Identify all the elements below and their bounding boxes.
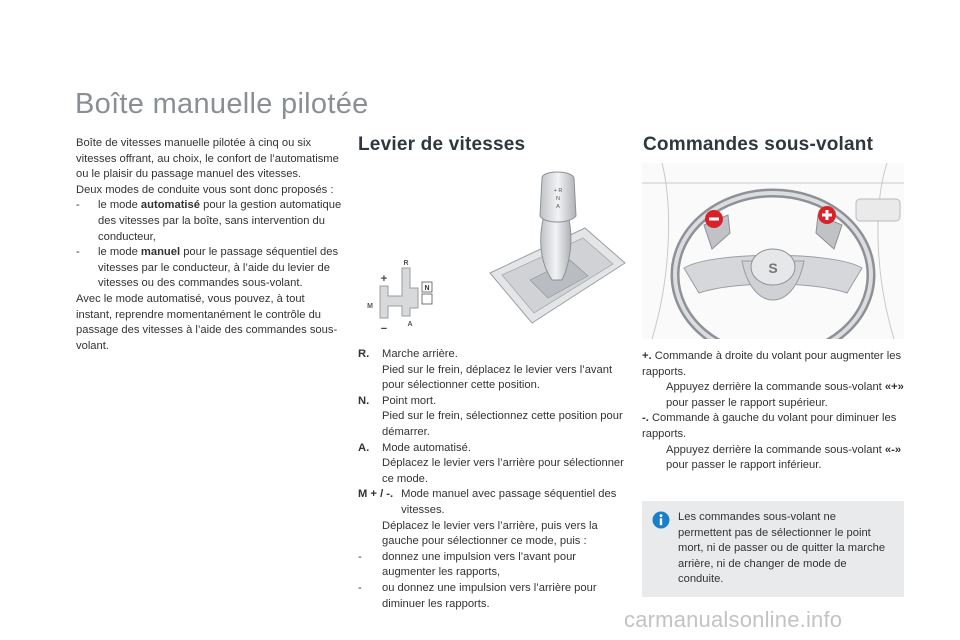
levier-text bbox=[358, 347, 628, 612]
step-r bbox=[358, 363, 628, 394]
bullet-marker: - bbox=[358, 581, 362, 594]
gate-wheel-icon bbox=[422, 294, 432, 304]
bullet-text: pour le passage séquentiel des vitesses par le conducteur, à l’aide du levier de vitesses ou des commandes sous-volant. bbox=[98, 246, 339, 290]
gate-label-minus: − bbox=[380, 323, 388, 335]
item-key: +. bbox=[642, 350, 652, 362]
step-text: pour passer le rapport supérieur. bbox=[666, 396, 828, 409]
bullet-bold-text: manuel bbox=[140, 246, 181, 259]
intro-text bbox=[76, 136, 342, 354]
gate-label-r: R bbox=[403, 260, 409, 267]
step-n bbox=[358, 409, 628, 440]
step-m bbox=[358, 519, 628, 550]
page-title: Boîte manuelle pilotée bbox=[75, 88, 369, 120]
step-marker-icon bbox=[642, 380, 666, 411]
item-text: Marche arrière. bbox=[382, 348, 458, 360]
svg-text:N: N bbox=[556, 196, 560, 202]
bullet-bold-text: automatisé bbox=[140, 199, 200, 212]
step-text: Déplacez le levier vers l’arrière pour sélectionner ce mode. bbox=[382, 457, 624, 485]
intro-paragraph-1: Boîte de vitesses manuelle pilotée à cinq ou six vitesses offrant, au choix, le confort de l’automatisme ou le plaisir du passage manuel des vitesses. bbox=[76, 137, 339, 181]
sub-item-up bbox=[358, 550, 628, 581]
bullet-marker: - bbox=[358, 550, 362, 563]
step-marker-icon bbox=[358, 456, 382, 487]
item-text: Commande à droite du volant pour augmenter les rapports. bbox=[642, 350, 902, 378]
watermark: carmanualsonline.info bbox=[624, 607, 843, 632]
bullet-text: le mode bbox=[98, 246, 141, 259]
sub-item-text: donnez une impulsion vers l’avant pour augmenter les rapports, bbox=[382, 550, 577, 579]
svg-text:A: A bbox=[556, 204, 560, 210]
intro-bullet-manuel bbox=[76, 245, 342, 292]
svg-text:S: S bbox=[768, 260, 778, 276]
step-minus bbox=[642, 443, 908, 474]
info-text: Les commandes sous-volant ne permettent pas de sélectionner le point mort, ni de passer ou de quitter la marche arrière, ni de changer de mode de conduite. bbox=[678, 511, 886, 586]
commandes-text bbox=[642, 349, 908, 474]
gear-gate-diagram bbox=[358, 256, 448, 336]
step-bold-text: «+» bbox=[884, 381, 904, 394]
item-r bbox=[358, 347, 628, 363]
step-text: Pied sur le frein, déplacez le levier vers l’avant pour sélectionner cette position. bbox=[382, 363, 613, 392]
step-marker-icon bbox=[358, 519, 382, 550]
item-minus bbox=[642, 411, 908, 442]
step-text: Appuyez derrière la commande sous-volant bbox=[666, 381, 885, 394]
steering-wheel-illustration bbox=[642, 163, 904, 339]
item-n bbox=[358, 394, 628, 410]
intro-paragraph-3: Avec le mode automatisé, vous pouvez, à tout instant, reprendre momentanément le contrôle du passage des vitesses à l’aide des commandes sous-volant. bbox=[76, 292, 338, 352]
gate-label-a: A bbox=[407, 321, 413, 328]
bullet-marker: - bbox=[76, 246, 80, 259]
sub-item-text: ou donnez une impulsion vers l’arrière pour diminuer les rapports. bbox=[382, 581, 597, 610]
intro-bullet-automatise bbox=[76, 198, 342, 245]
section-title-levier: Levier de vitesses bbox=[358, 134, 526, 155]
step-marker-icon bbox=[358, 409, 382, 440]
step-marker-icon bbox=[358, 363, 382, 394]
step-marker-icon bbox=[642, 443, 666, 474]
step-bold-text: «-» bbox=[884, 443, 902, 456]
intro-paragraph-2: Deux modes de conduite vous sont donc proposés : bbox=[76, 183, 334, 196]
gate-label-n: N bbox=[424, 285, 430, 292]
item-key: A. bbox=[358, 441, 370, 454]
step-text: Pied sur le frein, sélectionnez cette position pour démarrer. bbox=[382, 410, 623, 438]
info-icon bbox=[652, 511, 670, 529]
bullet-text: le mode bbox=[98, 199, 141, 212]
svg-text:+ R: + R bbox=[553, 188, 563, 194]
item-text: Commande à gauche du volant pour diminuer les rapports. bbox=[642, 412, 897, 440]
step-a bbox=[358, 456, 628, 487]
gate-label-m: M bbox=[367, 303, 373, 310]
bullet-marker: - bbox=[76, 199, 80, 212]
step-text: Appuyez derrière la commande sous-volant bbox=[666, 443, 885, 456]
info-box bbox=[642, 501, 904, 597]
item-m bbox=[358, 487, 628, 518]
item-plus bbox=[642, 349, 908, 380]
item-key: N. bbox=[358, 394, 370, 407]
step-text: Déplacez le levier vers l’arrière, puis vers la gauche pour sélectionner ce mode, puis : bbox=[382, 519, 598, 548]
item-text: Point mort. bbox=[382, 394, 437, 407]
item-text: Mode manuel avec passage séquentiel des vitesses. bbox=[401, 488, 617, 516]
section-title-commandes: Commandes sous-volant bbox=[643, 134, 874, 155]
item-a bbox=[358, 441, 628, 457]
sub-item-down bbox=[358, 581, 628, 612]
bullet-text: pour la gestion automatique des vitesses par la boîte, sans intervention du conducteur, bbox=[98, 199, 342, 243]
item-key: -. bbox=[642, 412, 649, 425]
step-text: pour passer le rapport inférieur. bbox=[666, 459, 822, 472]
item-text: Mode automatisé. bbox=[382, 441, 471, 454]
step-plus bbox=[642, 380, 908, 411]
gate-label-plus: + bbox=[380, 273, 388, 285]
item-key: M + / -. bbox=[358, 488, 394, 501]
gear-shifter-illustration bbox=[470, 168, 630, 336]
item-key: R. bbox=[358, 348, 370, 360]
